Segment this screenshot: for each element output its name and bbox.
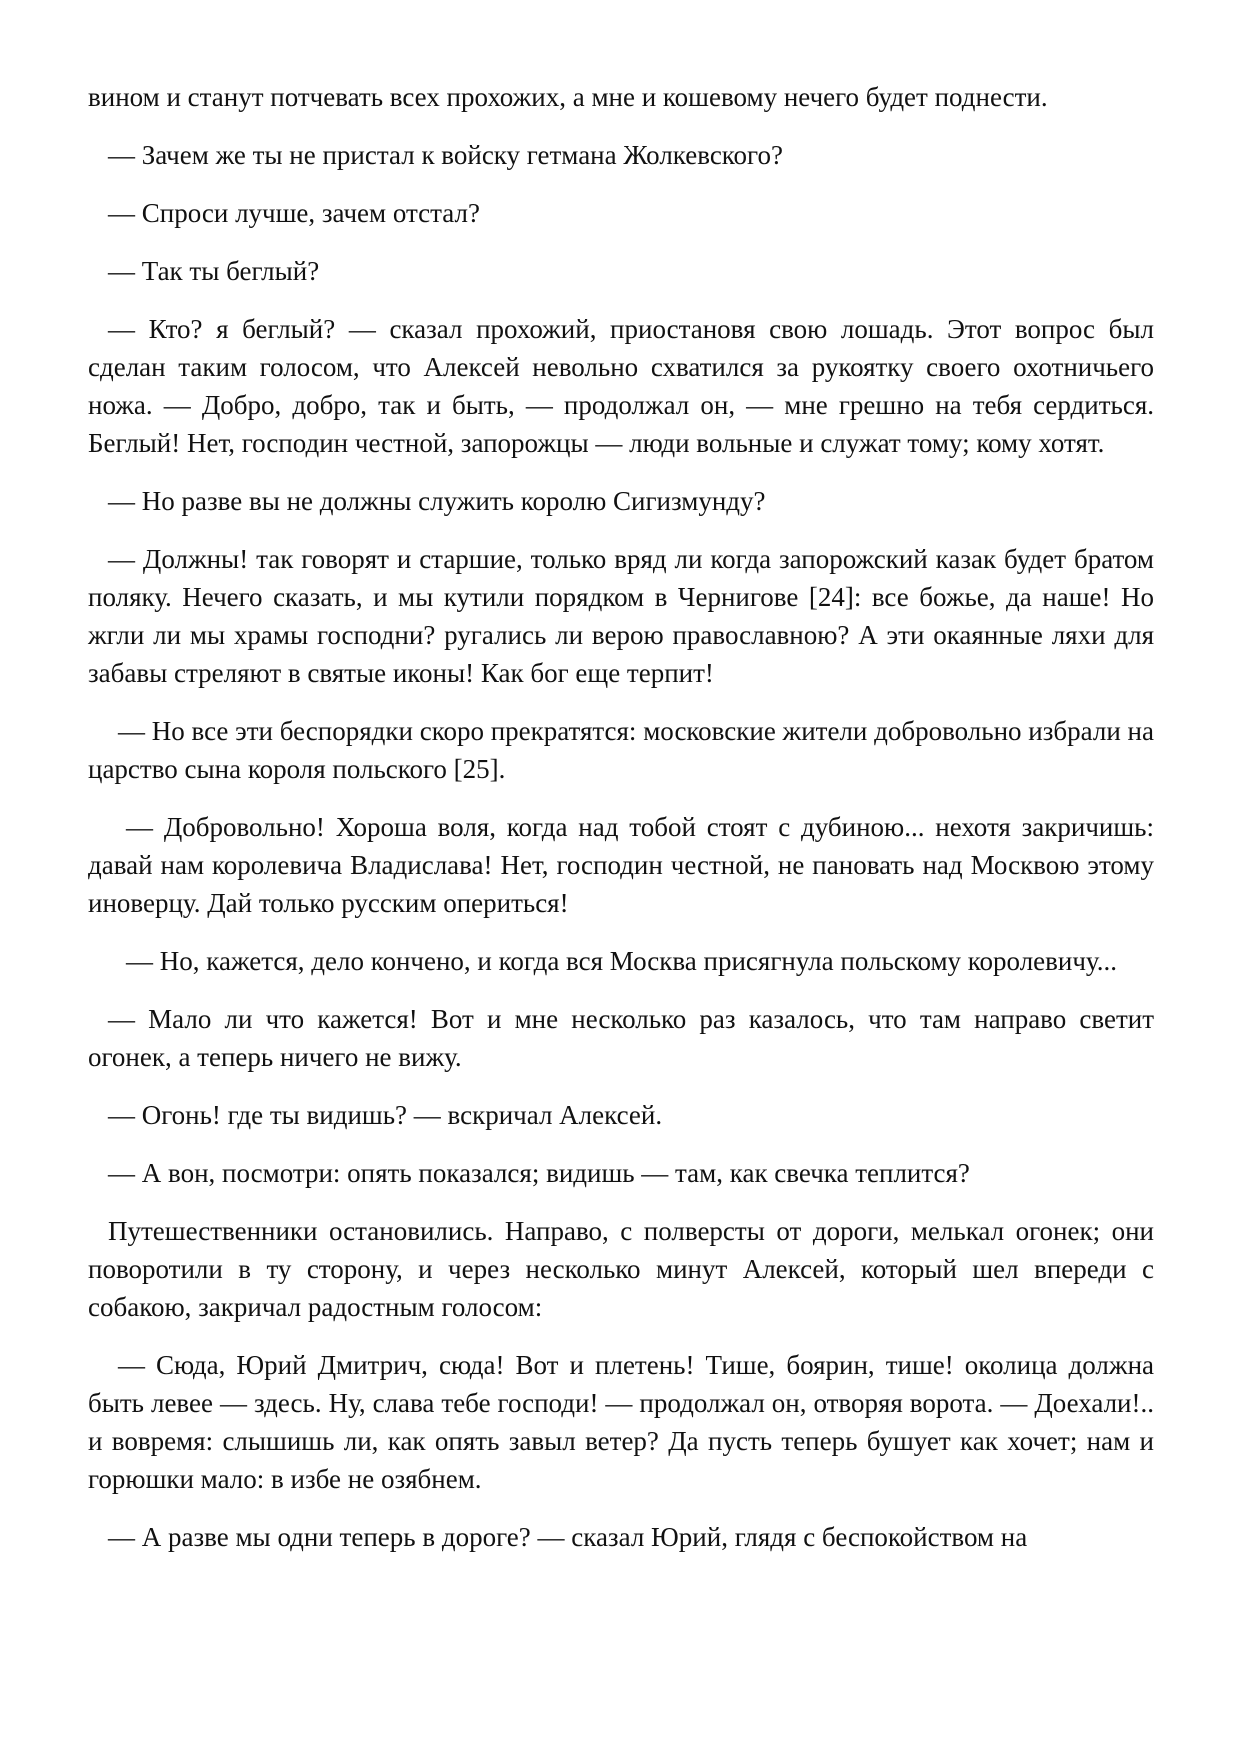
paragraph-dialogue: — Но все эти беспорядки скоро прекратятся: московские жители добровольно избрали на царство сына короля польского [25].: [88, 716, 1154, 784]
paragraph-dialogue: — Добровольно! Хороша воля, когда над тобой стоят с дубиною... нехотя закричишь: давай нам королевича Владислава! Нет, господин честной, не пановать над Москвою этому иноверцу. Дай только русским опериться!: [88, 812, 1154, 918]
paragraph-dialogue: — Спроси лучше, зачем отстал?: [108, 198, 480, 228]
paragraph-dialogue: — А вон, посмотри: опять показался; видишь — там, как свечка теплится?: [108, 1158, 970, 1188]
paragraph-narration: Путешественники остановились. Направо, с полверсты от дороги, мелькал огонек; они поворотили в ту сторону, и через несколько минут Алексей, который шел впереди с собакою, закричал радостным голосом:: [88, 1216, 1154, 1322]
paragraph-dialogue: — Огонь! где ты видишь? — вскричал Алексей.: [108, 1100, 663, 1130]
paragraph-dialogue: — Так ты беглый?: [108, 256, 320, 286]
book-page: [88, 78, 1154, 1576]
paragraph-dialogue: — Мало ли что кажется! Вот и мне несколько раз казалось, что там направо светит огонек, а теперь ничего не вижу.: [88, 1004, 1154, 1072]
paragraph-continuation: вином и станут потчевать всех прохожих, а мне и кошевому нечего будет поднести.: [88, 82, 1048, 112]
paragraph-dialogue: — Сюда, Юрий Дмитрич, сюда! Вот и плетень! Тише, боярин, тише! околица должна быть левее — здесь. Ну, слава тебе господи! — продолжал он, отворяя ворота. — Доехали!.. и вовремя: слышишь ли, как опять завыл ветер? Да пусть теперь бушует как хочет; нам и горюшки мало: в избе не озябнем.: [88, 1350, 1154, 1494]
paragraph-dialogue: — Зачем же ты не пристал к войску гетмана Жолкевского?: [108, 140, 783, 170]
paragraph-dialogue: — Кто? я беглый? — сказал прохожий, приостановя свою лошадь. Этот вопрос был сделан таким голосом, что Алексей невольно схватился за рукоятку своего охотничьего ножа. — Добро, добро, так и быть, — продолжал он, — мне грешно на тебя сердиться. Беглый! Нет, господин честной, запорожцы — люди вольные и служат тому; кому хотят.: [88, 314, 1154, 458]
paragraph-dialogue: — Но, кажется, дело кончено, и когда вся Москва присягнула польскому королевичу...: [126, 946, 1117, 976]
paragraph-dialogue: — А разве мы одни теперь в дороге? — сказал Юрий, глядя с беспокойством на: [108, 1522, 1028, 1552]
paragraph-dialogue: — Должны! так говорят и старшие, только вряд ли когда запорожский казак будет братом поляку. Нечего сказать, и мы кутили порядком в Чернигове [24]: все божье, да наше! Но жгли ли мы храмы господни? ругались ли верою православною? А эти окаянные ляхи для забавы стреляют в святые иконы! Как бог еще терпит!: [88, 544, 1154, 688]
paragraph-dialogue: — Но разве вы не должны служить королю Сигизмунду?: [108, 486, 766, 516]
